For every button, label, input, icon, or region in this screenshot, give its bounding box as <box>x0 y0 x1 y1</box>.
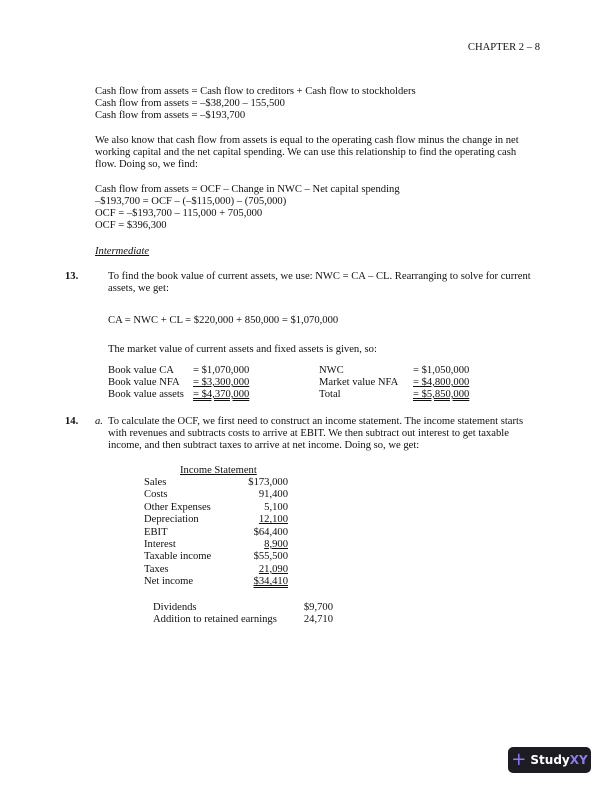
income-row-value: 5,100 <box>264 501 288 513</box>
question-number: 14. <box>65 416 79 427</box>
label: Total <box>319 389 341 400</box>
text-line: OCF = $396,300 <box>95 220 167 231</box>
plus-icon: + <box>511 749 527 770</box>
page-header: CHAPTER 2 – 8 <box>467 42 540 53</box>
label: Book value assets <box>108 389 184 400</box>
text-line: Cash flow from assets = Cash flow to creditors + Cash flow to stockholders <box>95 86 416 97</box>
income-row-value: 12,100 <box>258 514 288 526</box>
logo-accent: XY <box>569 753 588 767</box>
income-row-label: Costs <box>144 489 168 501</box>
label: NWC <box>319 365 344 376</box>
text-line: Cash flow from assets = –$38,200 – 155,500 <box>95 98 285 109</box>
text-line: assets, we get: <box>108 283 169 294</box>
income-row-value: $34,410 <box>253 576 288 588</box>
income-row-value: 8,900 <box>264 539 288 550</box>
income-row-label: Interest <box>144 539 176 550</box>
dividend-row-value: $9,700 <box>303 602 333 613</box>
dividend-row-value: 24,710 <box>303 614 333 626</box>
studyxy-logo <box>508 747 591 773</box>
text-line: with revenues and subtracts costs to arrive at EBIT. We then subtract out interest to get taxable <box>108 428 509 439</box>
text-line: To find the book value of current assets, we use: NWC = CA – CL. Rearranging to solve for current <box>108 271 531 282</box>
value: = $1,070,000 <box>193 365 250 376</box>
income-row-label: Depreciation <box>144 514 199 526</box>
text-line: Cash flow from assets = OCF – Change in NWC – Net capital spending <box>95 184 400 195</box>
logo-text: Study <box>530 753 570 767</box>
text-line: The market value of current assets and fixed assets is given, so: <box>108 344 377 355</box>
value: = $4,370,000 <box>193 389 250 400</box>
value: = $1,050,000 <box>413 365 470 376</box>
text-line: working capital and the net capital spending. We can use this relationship to find the operating cash <box>95 147 517 158</box>
income-row-label: Taxes <box>144 563 169 575</box>
income-row-label: EBIT <box>144 526 168 538</box>
text-line: To calculate the OCF, we first need to construct an income statement. The income statement starts <box>108 416 524 427</box>
value: = $3,300,000 <box>193 377 250 388</box>
income-row-value: $64,400 <box>253 526 288 538</box>
label: Book value CA <box>108 365 174 376</box>
income-row-label: Sales <box>144 477 167 488</box>
income-statement-title: Income Statement <box>180 465 257 476</box>
dividend-row-label: Dividends <box>153 602 197 613</box>
part-label: a. <box>95 416 103 427</box>
text-line: OCF = –$193,700 – 115,000 + 705,000 <box>95 208 263 219</box>
income-row-value: $173,000 <box>248 477 288 488</box>
income-row-label: Net income <box>144 576 194 588</box>
income-row-value: 91,400 <box>258 489 288 501</box>
text-line: We also know that cash flow from assets is equal to the operating cash flow minus the change in net <box>95 135 519 146</box>
dividend-row-label: Addition to retained earnings <box>153 614 277 626</box>
section-heading: Intermediate <box>95 246 150 257</box>
value: = $5,850,000 <box>413 389 470 400</box>
question-number: 13. <box>65 271 79 282</box>
income-row-value: 21,090 <box>258 563 288 575</box>
text-line: income, and then subtract taxes to arrive at net income. Doing so, we get: <box>108 440 420 451</box>
income-row-label: Taxable income <box>144 551 212 563</box>
text-line: –$193,700 = OCF – (–$115,000) – (705,000) <box>95 196 287 207</box>
label: Market value NFA <box>319 377 399 388</box>
text-line: Cash flow from assets = –$193,700 <box>95 110 246 121</box>
label: Book value NFA <box>108 377 180 388</box>
text-line: CA = NWC + CL = $220,000 + 850,000 = $1,070,000 <box>108 315 339 326</box>
income-row-value: $55,500 <box>253 551 288 563</box>
value: = $4,800,000 <box>413 377 470 388</box>
text-line: flow. Doing so, we find: <box>95 159 198 170</box>
income-row-label: Other Expenses <box>144 501 211 513</box>
